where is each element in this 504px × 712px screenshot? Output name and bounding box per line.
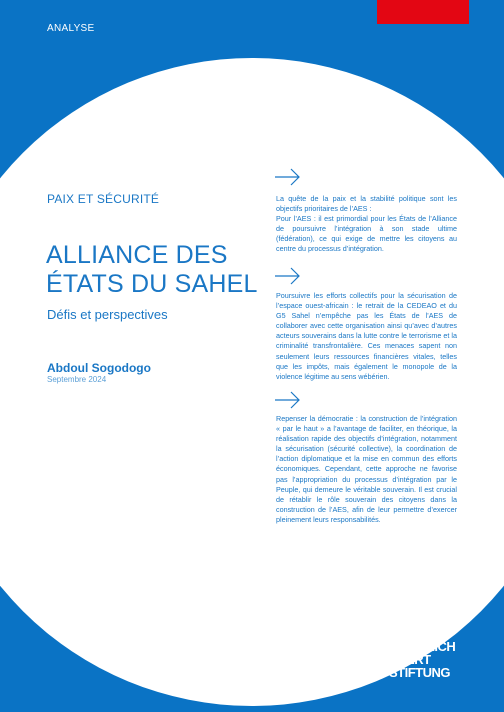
red-accent-block — [377, 0, 469, 24]
summary-paragraph-3: Repenser la démocratie : la construction de l’intégration « par le haut » a l’avantage de faciliter, en théorique, la réalisation rapide des objectifs d’intégration, notamment la sécurisation (sécurité collective), la coordination de l’action diplomatique et la mise en commun des efforts économiques. Cependant, cette approche ne favorise pas l’appropriation du processus d’intégration par le Peuple, qui demeure le véritable souverain. Il est crucial de rétablir le rôle souverain des citoyens dans la construction de l’AES, afin de leur permettre d’exercer pleinement leurs responsabilités. — [276, 414, 457, 524]
logo-line-1: FRIEDRICH — [389, 639, 456, 654]
title-line-1: ALLIANCE DES — [46, 241, 228, 269]
page-title — [46, 241, 266, 299]
document-type-label: ANALYSE — [47, 23, 95, 34]
fes-logo — [389, 640, 469, 679]
arrow-right-icon — [274, 167, 302, 187]
summary-paragraph-1 — [276, 194, 457, 255]
logo-line-3: STIFTUNG — [389, 665, 450, 680]
summary-paragraph-2: Poursuivre les efforts collectifs pour la sécurisation de l’espace ouest-africain : le retrait de la CEDEAO et du G5 Sahel n’empêche pas les États de l’AES de collaborer avec cette organisation ainsi qu’avec d’autres acteurs souverains dans la lutte contre le terrorisme et la criminalité transfrontalière. Ces menaces sapent non seulement leurs ressources financières vitales, telles que les impôts, mais également le monopole de la violence légitime au sens wébérien. — [276, 291, 457, 381]
arrow-right-icon — [274, 266, 302, 286]
logo-line-2: EBERT — [389, 652, 431, 667]
subtitle: Défis et perspectives — [47, 307, 168, 322]
arrow-right-icon — [274, 390, 302, 410]
summary-p1-intro: La quête de la paix et la stabilité politique sont les objectifs prioritaires de l’AES : — [276, 194, 457, 214]
author-name: Abdoul Sogodogo — [47, 361, 151, 375]
section-label: PAIX ET SÉCURITÉ — [47, 192, 160, 206]
publication-date: Septembre 2024 — [47, 375, 107, 384]
summary-p1-body: Pour l’AES : il est primordial pour les États de l’Alliance de poursuivre l’intégration à son stade ultime (fédération), ce qui exige de mettre les citoyens au centre du processus d’intégration. — [276, 214, 457, 254]
title-line-2: ÉTATS DU SAHEL — [46, 270, 258, 298]
